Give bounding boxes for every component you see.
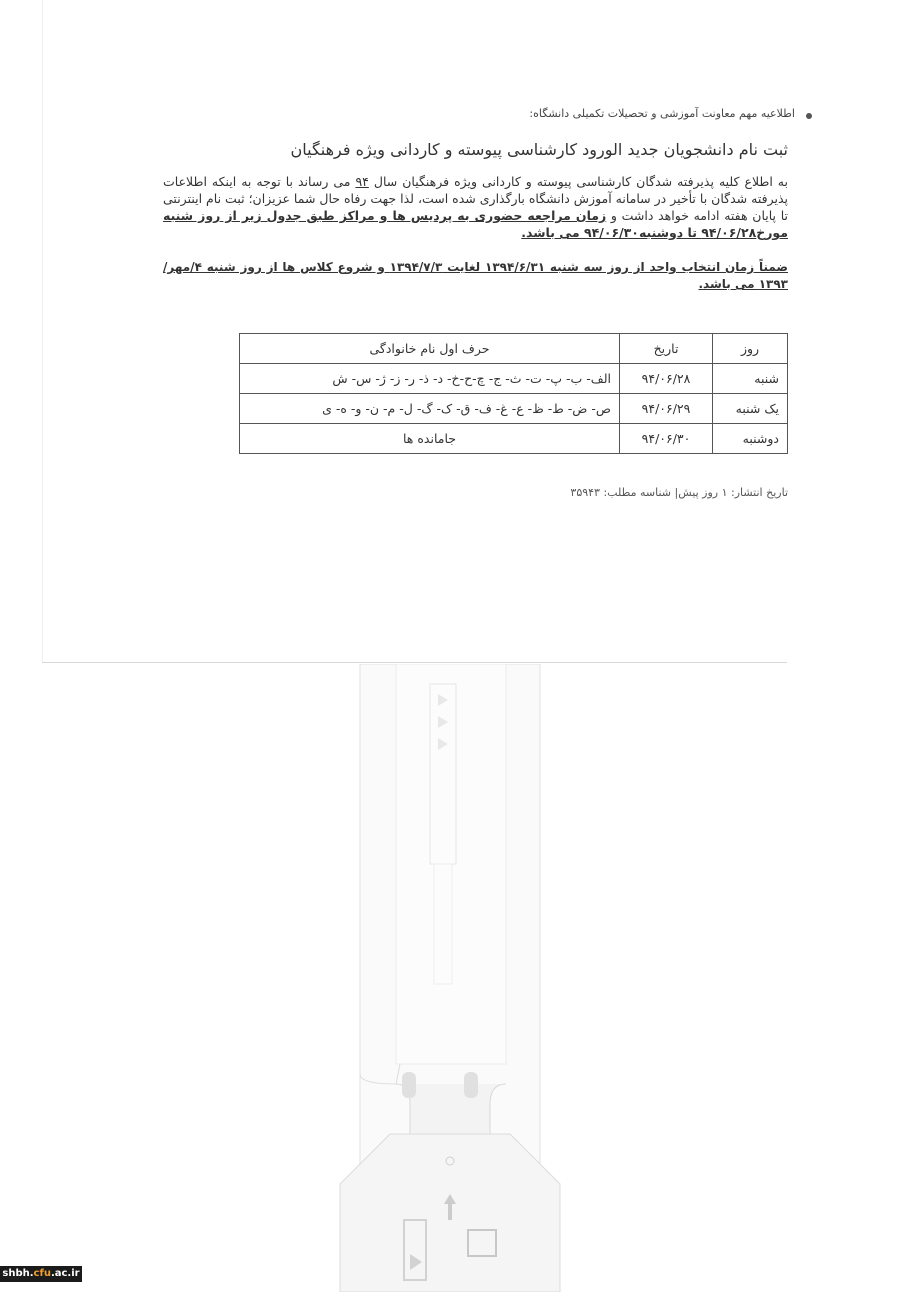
table-row <box>240 424 788 454</box>
row-day: شنبه <box>713 364 788 394</box>
table-row <box>240 364 788 394</box>
paragraph-year: ۹۴ <box>355 174 369 189</box>
schedule-table <box>239 333 788 454</box>
table-row <box>240 394 788 424</box>
notice-heading: اطلاعیه مهم معاونت آموزشی و تحصیلات تکمیلی دانشگاه: <box>529 107 795 120</box>
page-edge-line <box>42 0 43 662</box>
row-day: یک شنبه <box>713 394 788 424</box>
paragraph-part1: به اطلاع کلیه پذیرفته شدگان کارشناسی پیوسته و کاردانی ویژه فرهنگیان سال <box>368 174 788 189</box>
selection-paragraph: ضمناً زمان انتخاب واحد از روز سه شنبه ۱۳۹۴/۶/۳۱ لغایت ۱۳۹۴/۷/۳ و شروع کلاس ها از روز شنبه ۴/مهر/۱۳۹۳ می باشد. <box>163 260 788 291</box>
header-date: تاریخ <box>620 334 713 364</box>
row-day: دوشنبه <box>713 424 788 454</box>
row-letters: الف- ب- پ- ت- ث- ج- چ-ح-خ- د- ذ- ر- ز- ژ- س- ش <box>240 364 620 394</box>
row-date: ۹۴/۰۶/۲۸ <box>620 364 713 394</box>
announcement-paragraph <box>163 173 788 241</box>
row-letters: جامانده ها <box>240 424 620 454</box>
watermark-prefix: shbh. <box>2 1268 34 1279</box>
paragraph-part2: می رساند با توجه به اینکه اطلاعات پذیرفته شدگان با تأخیر در سامانه آموزش دانشگاه بارگذاری شده است، لذا جهت رفاه حال شما عزیزان؛ ثبت نام اینترنتی تا پایان هفته ادامه خواهد داشت و <box>163 174 788 223</box>
scanned-plastic-holder-image <box>330 664 570 1292</box>
page-title: ثبت نام دانشجویان جدید الورود کارشناسی پیوسته و کاردانی ویژه فرهنگیان <box>290 140 788 159</box>
watermark-suffix: .ac.ir <box>50 1268 80 1279</box>
table-header-row <box>240 334 788 364</box>
header-letters: حرف اول نام خانوادگی <box>240 334 620 364</box>
bullet-dot <box>806 113 812 119</box>
row-letters: ص- ض- ط- ظ- ع- غ- ف- ق- ک- گ- ل- م- ن- و- ه- ی <box>240 394 620 424</box>
row-date: ۹۴/۰۶/۳۰ <box>620 424 713 454</box>
page-divider <box>42 662 787 663</box>
watermark-accent: cfu <box>33 1268 51 1279</box>
header-day: روز <box>713 334 788 364</box>
publish-meta: تاریخ انتشار: ۱ روز پیش| شناسه مطلب: ۳۵۹۴۳ <box>570 486 788 499</box>
paragraph-bold: زمان مراجعه حضوری به پردیس ها و مراکز طبق جدول زیر از روز شنبه مورخ۹۴/۰۶/۲۸ تا دوشنبه۹۴/۰۶/۳۰ می باشد. <box>163 208 788 240</box>
row-date: ۹۴/۰۶/۲۹ <box>620 394 713 424</box>
site-watermark <box>0 1266 82 1282</box>
